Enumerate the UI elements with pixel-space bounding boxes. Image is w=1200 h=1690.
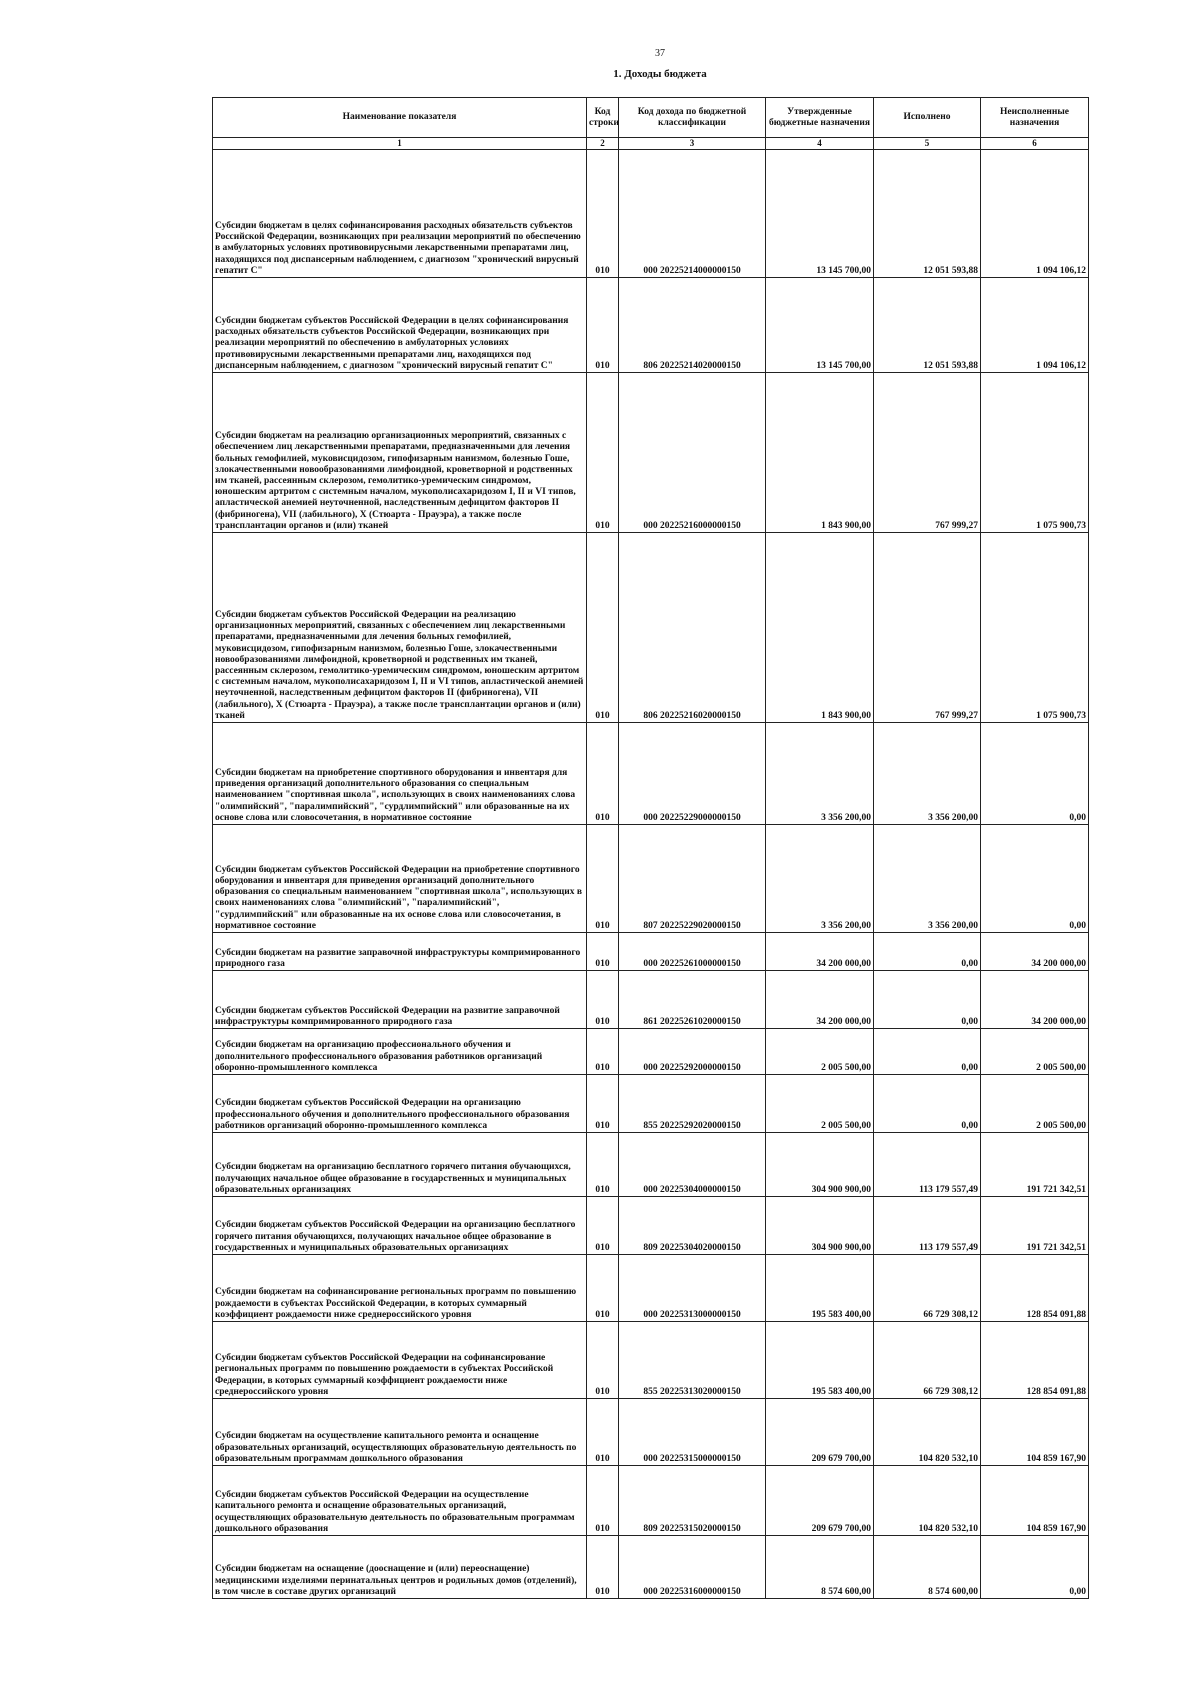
table-row — [213, 533, 1089, 723]
row-code: 010 — [587, 1197, 619, 1255]
income-classification-code: 806 20225216020000150 — [619, 533, 766, 723]
approved-amount: 13 145 700,00 — [766, 278, 874, 373]
header-name: Наименование показателя — [213, 98, 587, 138]
indicator-name: Субсидии бюджетам субъектов Российской Федерации на приобретение спортивного оборудования и инвентаря для приведения организаций дополнительного образования со специальным наименованием "спортивная школа", использующих в своих наименованиях слова "олимпийский", "паралимпийский", "сурдлимпийский" или образованные на их основе слова или словосочетания, в нормативное состояние — [213, 825, 587, 933]
income-classification-code: 806 20225214020000150 — [619, 278, 766, 373]
unexecuted-amount: 1 075 900,73 — [981, 533, 1089, 723]
table-row — [213, 1466, 1089, 1536]
indicator-name: Субсидии бюджетам на организацию бесплатного горячего питания обучающихся, получающих начальное общее образование в государственных и муниципальных образовательных организациях — [213, 1133, 587, 1197]
income-classification-code: 000 20225315000000150 — [619, 1399, 766, 1466]
executed-amount: 66 729 308,12 — [874, 1322, 981, 1399]
table-row — [213, 1399, 1089, 1466]
row-code: 010 — [587, 1133, 619, 1197]
row-code: 010 — [587, 1075, 619, 1133]
income-classification-code: 861 20225261020000150 — [619, 971, 766, 1029]
executed-amount: 767 999,27 — [874, 373, 981, 533]
income-classification-code: 000 20225214000000150 — [619, 150, 766, 278]
approved-amount: 195 583 400,00 — [766, 1255, 874, 1322]
row-code: 010 — [587, 1029, 619, 1075]
unexecuted-amount: 128 854 091,88 — [981, 1255, 1089, 1322]
unexecuted-amount: 191 721 342,51 — [981, 1197, 1089, 1255]
executed-amount: 113 179 557,49 — [874, 1197, 981, 1255]
column-number: 3 — [619, 138, 766, 150]
unexecuted-amount: 191 721 342,51 — [981, 1133, 1089, 1197]
income-classification-code: 000 20225216000000150 — [619, 373, 766, 533]
column-number-row — [213, 138, 1089, 150]
income-classification-code: 000 20225304000000150 — [619, 1133, 766, 1197]
executed-amount: 3 356 200,00 — [874, 723, 981, 825]
table-row — [213, 1029, 1089, 1075]
unexecuted-amount: 2 005 500,00 — [981, 1029, 1089, 1075]
unexecuted-amount: 0,00 — [981, 1536, 1089, 1599]
table-row — [213, 723, 1089, 825]
executed-amount: 104 820 532,10 — [874, 1399, 981, 1466]
approved-amount: 195 583 400,00 — [766, 1322, 874, 1399]
income-classification-code: 000 20225229000000150 — [619, 723, 766, 825]
approved-amount: 304 900 900,00 — [766, 1133, 874, 1197]
header-executed: Исполнено — [874, 98, 981, 138]
approved-amount: 2 005 500,00 — [766, 1029, 874, 1075]
header-income-code: Код дохода по бюджетной классификации — [619, 98, 766, 138]
row-code: 010 — [587, 150, 619, 278]
unexecuted-amount: 104 859 167,90 — [981, 1399, 1089, 1466]
indicator-name: Субсидии бюджетам на софинансирование региональных программ по повышению рождаемости в субъектах Российской Федерации, в которых суммарный коэффициент рождаемости ниже среднероссийского уровня — [213, 1255, 587, 1322]
column-number: 6 — [981, 138, 1089, 150]
table-row — [213, 1322, 1089, 1399]
indicator-name: Субсидии бюджетам субъектов Российской Федерации в целях софинансирования расходных обязательств субъектов Российской Федерации, возникающих при реализации мероприятий по обеспечению в амбулаторных условиях противовирусными лекарственными препаратами лиц, находящихся под диспансерным наблюдением, с диагнозом "хронический вирусный гепатит С" — [213, 278, 587, 373]
table-row — [213, 825, 1089, 933]
approved-amount: 34 200 000,00 — [766, 933, 874, 971]
table-row — [213, 933, 1089, 971]
row-code: 010 — [587, 533, 619, 723]
executed-amount: 0,00 — [874, 933, 981, 971]
row-code: 010 — [587, 933, 619, 971]
executed-amount: 12 051 593,88 — [874, 150, 981, 278]
indicator-name: Субсидии бюджетам в целях софинансирования расходных обязательств субъектов Российской Федерации, возникающих при реализации мероприятий по обеспечению в амбулаторных условиях противовирусными лекарственными препаратами лиц, находящихся под диспансерным наблюдением, с диагнозом "хронический вирусный гепатит С" — [213, 150, 587, 278]
approved-amount: 1 843 900,00 — [766, 373, 874, 533]
approved-amount: 34 200 000,00 — [766, 971, 874, 1029]
indicator-name: Субсидии бюджетам субъектов Российской Федерации на развитие заправочной инфраструктуры компримированного природного газа — [213, 971, 587, 1029]
executed-amount: 0,00 — [874, 1075, 981, 1133]
row-code: 010 — [587, 1255, 619, 1322]
header-unexecuted: Неисполненные назначения — [981, 98, 1089, 138]
unexecuted-amount: 1 094 106,12 — [981, 278, 1089, 373]
indicator-name: Субсидии бюджетам на приобретение спортивного оборудования и инвентаря для приведения организаций дополнительного образования со специальным наименованием "спортивная школа", использующих в своих наименованиях слова "олимпийский", "паралимпийский", "сурдлимпийский" или образованные на их основе слова или словосочетания, в нормативное состояние — [213, 723, 587, 825]
executed-amount: 767 999,27 — [874, 533, 981, 723]
row-code: 010 — [587, 1536, 619, 1599]
income-classification-code: 809 20225315020000150 — [619, 1466, 766, 1536]
column-number: 5 — [874, 138, 981, 150]
income-classification-code: 000 20225316000000150 — [619, 1536, 766, 1599]
indicator-name: Субсидии бюджетам субъектов Российской Федерации на организацию бесплатного горячего питания обучающихся, получающих начальное общее образование в государственных и муниципальных образовательных организациях — [213, 1197, 587, 1255]
header-approved: Утвержденные бюджетные назначения — [766, 98, 874, 138]
unexecuted-amount: 34 200 000,00 — [981, 933, 1089, 971]
row-code: 010 — [587, 278, 619, 373]
executed-amount: 104 820 532,10 — [874, 1466, 981, 1536]
table-row — [213, 373, 1089, 533]
table-row — [213, 1133, 1089, 1197]
row-code: 010 — [587, 373, 619, 533]
executed-amount: 0,00 — [874, 971, 981, 1029]
executed-amount: 0,00 — [874, 1029, 981, 1075]
column-number: 2 — [587, 138, 619, 150]
unexecuted-amount: 34 200 000,00 — [981, 971, 1089, 1029]
income-classification-code: 809 20225304020000150 — [619, 1197, 766, 1255]
indicator-name: Субсидии бюджетам субъектов Российской Федерации на софинансирование региональных программ по повышению рождаемости в субъектах Российской Федерации, в которых суммарный коэффициент рождаемости ниже среднероссийского уровня — [213, 1322, 587, 1399]
table-row — [213, 1197, 1089, 1255]
executed-amount: 3 356 200,00 — [874, 825, 981, 933]
table-row — [213, 1075, 1089, 1133]
page-title: 1. Доходы бюджета — [613, 68, 707, 80]
table-row — [213, 971, 1089, 1029]
row-code: 010 — [587, 971, 619, 1029]
approved-amount: 8 574 600,00 — [766, 1536, 874, 1599]
indicator-name: Субсидии бюджетам субъектов Российской Федерации на организацию профессионального обучения и дополнительного профессионального образования работников организаций оборонно-промышленного комплекса — [213, 1075, 587, 1133]
row-code: 010 — [587, 1466, 619, 1536]
approved-amount: 209 679 700,00 — [766, 1466, 874, 1536]
table-row — [213, 278, 1089, 373]
budget-income-table — [212, 97, 1089, 1599]
unexecuted-amount: 2 005 500,00 — [981, 1075, 1089, 1133]
unexecuted-amount: 1 075 900,73 — [981, 373, 1089, 533]
row-code: 010 — [587, 1399, 619, 1466]
unexecuted-amount: 128 854 091,88 — [981, 1322, 1089, 1399]
table-row — [213, 150, 1089, 278]
row-code: 010 — [587, 1322, 619, 1399]
approved-amount: 209 679 700,00 — [766, 1399, 874, 1466]
column-number: 4 — [766, 138, 874, 150]
approved-amount: 3 356 200,00 — [766, 723, 874, 825]
income-classification-code: 807 20225229020000150 — [619, 825, 766, 933]
row-code: 010 — [587, 825, 619, 933]
executed-amount: 113 179 557,49 — [874, 1133, 981, 1197]
table-row — [213, 1255, 1089, 1322]
income-classification-code: 000 20225292000000150 — [619, 1029, 766, 1075]
indicator-name: Субсидии бюджетам субъектов Российской Федерации на реализацию организационных мероприятий, связанных с обеспечением лиц лекарственными препаратами, предназначенными для лечения больных гемофилией, муковисцидозом, гипофизарным нанизмом, болезнью Гоше, злокачественными новообразованиями лимфоидной, кроветворной и родственных им тканей, рассеянным склерозом, гемолитико-уремическим синдромом, юношеским артритом с системным началом, мукополисахаридозом I, II и VI типов, апластической анемией неуточненной, наследственным дефицитом факторов II (фибриногена), VII (лабильного), X (Стюарта - Прауэра), а также после трансплантации органов и (или) тканей — [213, 533, 587, 723]
income-classification-code: 000 20225313000000150 — [619, 1255, 766, 1322]
executed-amount: 66 729 308,12 — [874, 1255, 981, 1322]
indicator-name: Субсидии бюджетам на оснащение (дооснащение и (или) переоснащение) медицинскими изделиями перинатальных центров и родильных домов (отделений), в том числе в составе других организаций — [213, 1536, 587, 1599]
indicator-name: Субсидии бюджетам на развитие заправочной инфраструктуры компримированного природного газа — [213, 933, 587, 971]
executed-amount: 12 051 593,88 — [874, 278, 981, 373]
approved-amount: 2 005 500,00 — [766, 1075, 874, 1133]
approved-amount: 304 900 900,00 — [766, 1197, 874, 1255]
approved-amount: 13 145 700,00 — [766, 150, 874, 278]
unexecuted-amount: 0,00 — [981, 723, 1089, 825]
indicator-name: Субсидии бюджетам на реализацию организационных мероприятий, связанных с обеспечением лиц лекарственными препаратами, предназначенными для лечения больных гемофилией, муковисцидозом, гипофизарным нанизмом, болезнью Гоше, злокачественными новообразованиями лимфоидной, кроветворной и родственных им тканей, рассеянным склерозом, гемолитико-уремическим синдромом, юношеским артритом с системным началом, мукополисахаридозом I, II и VI типов, апластической анемией неуточненной, наследственным дефицитом факторов II (фибриногена), VII (лабильного), X (Стюарта - Прауэра), а также после трансплантации органов и (или) тканей — [213, 373, 587, 533]
header-row — [213, 98, 1089, 138]
indicator-name: Субсидии бюджетам на организацию профессионального обучения и дополнительного профессионального образования работников организаций оборонно-промышленного комплекса — [213, 1029, 587, 1075]
approved-amount: 1 843 900,00 — [766, 533, 874, 723]
unexecuted-amount: 1 094 106,12 — [981, 150, 1089, 278]
table-row — [213, 1536, 1089, 1599]
indicator-name: Субсидии бюджетам на осуществление капитального ремонта и оснащение образовательных организаций, осуществляющих образовательную деятельность по образовательным программам дошкольного образования — [213, 1399, 587, 1466]
approved-amount: 3 356 200,00 — [766, 825, 874, 933]
header-row-code: Код строки — [587, 98, 619, 138]
indicator-name: Субсидии бюджетам субъектов Российской Федерации на осуществление капитального ремонта и оснащение образовательных организаций, осуществляющих образовательную деятельность по образовательным программам дошкольного образования — [213, 1466, 587, 1536]
row-code: 010 — [587, 723, 619, 825]
page-number: 37 — [655, 48, 665, 59]
income-classification-code: 855 20225292020000150 — [619, 1075, 766, 1133]
column-number: 1 — [213, 138, 587, 150]
unexecuted-amount: 104 859 167,90 — [981, 1466, 1089, 1536]
executed-amount: 8 574 600,00 — [874, 1536, 981, 1599]
income-classification-code: 855 20225313020000150 — [619, 1322, 766, 1399]
unexecuted-amount: 0,00 — [981, 825, 1089, 933]
income-classification-code: 000 20225261000000150 — [619, 933, 766, 971]
